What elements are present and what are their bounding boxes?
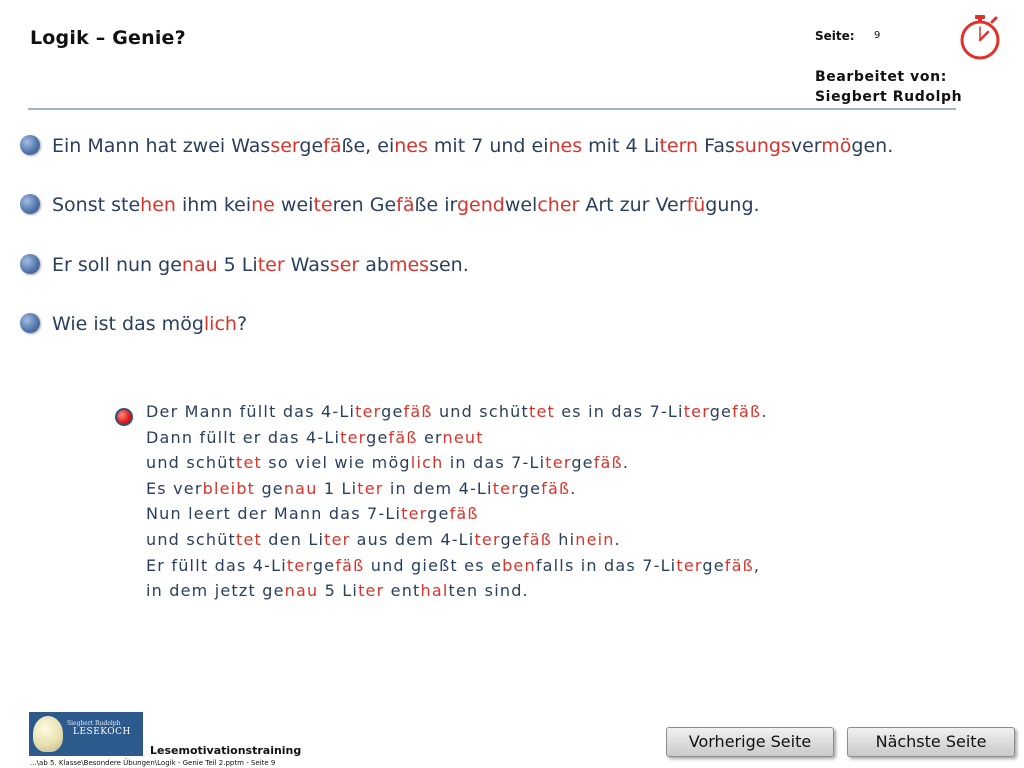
highlighted-syllable: fäß xyxy=(388,427,418,447)
text-run: . xyxy=(622,453,630,473)
text-run: Dann füllt er das 4-Li xyxy=(146,427,341,447)
text-run: ge xyxy=(312,555,336,575)
highlighted-syllable: tet xyxy=(528,402,555,421)
header-divider xyxy=(28,108,956,110)
previous-page-button[interactable]: Vorherige Seite xyxy=(666,727,834,757)
highlighted-syllable: ter xyxy=(355,402,382,421)
text-run: Wie ist das mög xyxy=(52,313,204,335)
highlighted-syllable: ne xyxy=(251,194,275,216)
highlighted-syllable: fäß xyxy=(593,453,623,473)
text-run: ver xyxy=(790,135,822,157)
text-run: , xyxy=(753,555,761,575)
text-run: und schüt xyxy=(146,453,237,473)
text-run: in dem jetzt ge xyxy=(146,581,285,601)
answer-line xyxy=(146,501,768,527)
text-run: ße, ei xyxy=(341,135,395,157)
highlighted-syllable: fä xyxy=(323,135,342,157)
text-run: in das 7-Li xyxy=(443,453,546,473)
highlighted-syllable: ben xyxy=(502,555,536,575)
question-line-1 xyxy=(52,135,893,157)
text-run: und gießt es e xyxy=(364,555,503,575)
answer-line xyxy=(146,425,768,451)
question-text xyxy=(52,135,893,157)
highlighted-syllable: nes xyxy=(548,135,583,157)
text-run: Es ver xyxy=(146,478,203,498)
highlighted-syllable: ter xyxy=(474,529,501,549)
text-run: in dem 4-Li xyxy=(383,478,493,498)
text-run: aus dem 4-Li xyxy=(350,529,475,549)
text-run: Art zur Ver xyxy=(579,194,687,216)
text-run: wel xyxy=(504,194,538,216)
highlighted-syllable: hen xyxy=(140,194,176,216)
highlighted-syllable: ter xyxy=(286,555,313,575)
text-run: ge xyxy=(500,529,523,549)
highlighted-syllable: sungs xyxy=(734,135,791,157)
text-run: ab xyxy=(359,254,389,276)
highlighted-syllable: ter xyxy=(358,581,385,601)
editor-name: Siegbert Rudolph xyxy=(815,89,963,105)
highlighted-syllable: ter xyxy=(545,453,572,473)
text-run: ge xyxy=(366,427,389,447)
highlighted-syllable: neut xyxy=(442,427,484,447)
text-run: ten sind. xyxy=(448,581,529,601)
highlighted-syllable: tet xyxy=(236,453,263,473)
lightbulb-icon xyxy=(33,716,63,752)
text-run: ge xyxy=(381,402,404,421)
text-run: ? xyxy=(236,313,248,335)
highlighted-syllable: tern xyxy=(659,135,699,157)
highlighted-syllable: hal xyxy=(420,581,449,601)
highlighted-syllable: bleibt xyxy=(202,478,256,498)
next-page-button[interactable]: Nächste Seite xyxy=(847,727,1015,757)
highlighted-syllable: ter xyxy=(257,254,285,276)
text-run: Ein Mann hat zwei Was xyxy=(52,135,271,157)
text-run: ge xyxy=(709,402,733,421)
highlighted-syllable: te xyxy=(313,194,333,216)
question-text xyxy=(52,254,469,276)
answer-bullet-icon xyxy=(115,408,133,426)
text-run: Sonst ste xyxy=(52,194,141,216)
answer-line xyxy=(146,527,768,553)
bullet-icon xyxy=(20,313,40,333)
highlighted-syllable: fäß xyxy=(403,402,433,421)
text-run: und schüt xyxy=(146,529,237,549)
question-text xyxy=(52,313,247,335)
highlighted-syllable: fü xyxy=(686,194,706,216)
text-run: Er füllt das 4-Li xyxy=(146,555,287,575)
text-run: 5 Li xyxy=(318,581,359,601)
text-run: ge xyxy=(702,555,725,575)
highlighted-syllable: nau xyxy=(283,478,318,498)
editor-label: Bearbeitet von: xyxy=(815,69,947,85)
logo-author: Siegbert Rudolph xyxy=(67,720,121,727)
text-run: 1 Li xyxy=(317,478,358,498)
text-run: und schüt xyxy=(432,402,529,421)
highlighted-syllable: ter xyxy=(357,478,384,498)
text-run: Er soll nun ge xyxy=(52,254,182,276)
highlighted-syllable: fäß xyxy=(449,504,479,524)
page-title: Logik – Genie? xyxy=(30,27,186,49)
text-run: ge xyxy=(299,135,324,157)
text-run: ren Ge xyxy=(332,194,397,216)
page-number-label: Seite: xyxy=(815,29,855,43)
highlighted-syllable: ser xyxy=(329,254,360,276)
text-run: ße ir xyxy=(414,194,457,216)
highlighted-syllable: gend xyxy=(456,194,505,216)
text-run: mit 7 und ei xyxy=(427,135,549,157)
bullet-icon xyxy=(20,254,40,274)
editor-info xyxy=(815,67,962,107)
text-run: so viel wie mög xyxy=(262,453,411,473)
text-run: . xyxy=(570,478,577,498)
question-line-4 xyxy=(52,313,247,335)
text-run: Fas xyxy=(698,135,735,157)
text-run: ent xyxy=(384,581,421,601)
highlighted-syllable: nau xyxy=(284,581,319,601)
text-run: . xyxy=(614,529,621,549)
highlighted-syllable: ter xyxy=(340,427,367,447)
highlighted-syllable: ter xyxy=(324,529,351,549)
highlighted-syllable: lich xyxy=(203,313,237,335)
logo-brand: LESEKOCH xyxy=(73,727,131,737)
highlighted-syllable: nein xyxy=(575,529,615,549)
text-run: sen. xyxy=(429,254,469,276)
highlighted-syllable: fäß xyxy=(541,478,571,498)
text-run: er xyxy=(417,427,443,447)
text-run: wei xyxy=(274,194,314,216)
answer-line xyxy=(146,553,768,579)
highlighted-syllable: fäß xyxy=(335,555,365,575)
text-run: Was xyxy=(284,254,330,276)
text-run: mit 4 Li xyxy=(582,135,660,157)
text-run: Nun leert der Mann das 7-Li xyxy=(146,504,402,524)
highlighted-syllable: tet xyxy=(236,529,263,549)
page-number: 9 xyxy=(874,30,881,41)
text-run: ge xyxy=(518,478,542,498)
highlighted-syllable: fäß xyxy=(724,555,754,575)
text-run: ge xyxy=(255,478,284,498)
text-run: gung. xyxy=(705,194,760,216)
text-run: gen. xyxy=(851,135,894,157)
highlighted-syllable: ter xyxy=(683,402,710,421)
text-run: Der Mann füllt das 4-Li xyxy=(146,402,356,421)
highlighted-syllable: fäß xyxy=(732,402,762,421)
question-text xyxy=(52,194,760,216)
highlighted-syllable: lich xyxy=(410,453,444,473)
bullet-icon xyxy=(20,194,40,214)
file-path: ...\ab 5. Klasse\Besondere Übungen\Logik - Genie Teil 2.pptm - Seite 9 xyxy=(30,759,276,767)
answer-text xyxy=(146,399,768,604)
text-run: ge xyxy=(571,453,594,473)
answer-line xyxy=(146,476,768,502)
text-run: falls in das 7-Li xyxy=(535,555,677,575)
highlighted-syllable: ter xyxy=(676,555,703,575)
text-run: . xyxy=(761,402,768,421)
question-line-2 xyxy=(52,194,760,216)
highlighted-syllable: fäß xyxy=(522,529,552,549)
highlighted-syllable: nes xyxy=(394,135,428,157)
highlighted-syllable: mes xyxy=(388,254,430,276)
text-run: hi xyxy=(551,529,576,549)
highlighted-syllable: ter xyxy=(401,504,428,524)
lesekoch-logo xyxy=(29,712,143,756)
text-run: den Li xyxy=(262,529,325,549)
highlighted-syllable: ter xyxy=(492,478,519,498)
highlighted-syllable: mö xyxy=(821,135,852,157)
answer-line xyxy=(146,578,768,604)
highlighted-syllable: nau xyxy=(181,254,218,276)
question-line-3 xyxy=(52,254,469,276)
stopwatch-icon[interactable] xyxy=(957,13,1003,61)
bullet-icon xyxy=(20,135,40,155)
text-run: ge xyxy=(427,504,450,524)
text-run: ihm kei xyxy=(175,194,252,216)
highlighted-syllable: fä xyxy=(396,194,415,216)
answer-line xyxy=(146,450,768,476)
footer-title: Lesemotivationstraining xyxy=(150,744,302,757)
text-run: es in das 7-Li xyxy=(554,402,684,421)
highlighted-syllable: cher xyxy=(537,194,580,216)
highlighted-syllable: ser xyxy=(270,135,300,157)
text-run: 5 Li xyxy=(217,254,258,276)
answer-line xyxy=(146,399,768,425)
